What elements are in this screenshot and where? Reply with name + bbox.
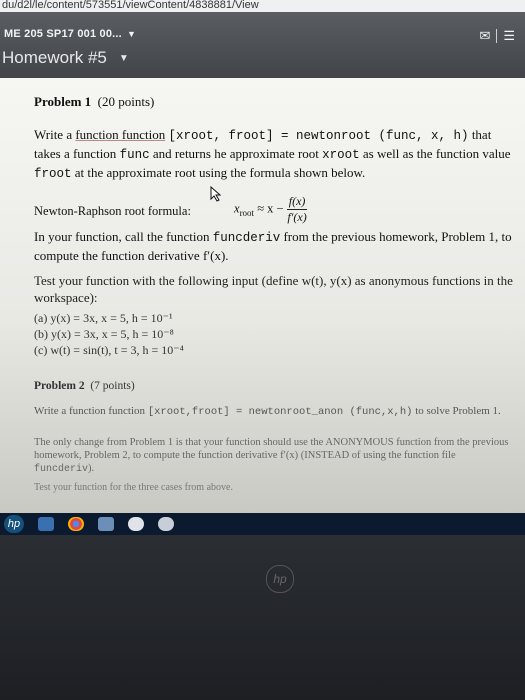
code-func: func	[119, 148, 150, 162]
browser-url[interactable]: du/d2l/le/content/573551/viewContent/4838881/View	[0, 0, 525, 12]
list-item: (b) y(x) = 3x, x = 5, h = 10⁻⁸	[34, 327, 174, 341]
test-cases	[34, 310, 514, 358]
chevron-down-icon: ▼	[118, 53, 129, 65]
chrome-icon[interactable]	[68, 517, 84, 531]
list-item: (c) w(t) = sin(t), t = 3, h = 10⁻⁴	[34, 343, 184, 357]
test-instruction: Test your function with the following input (define w(t), y(x) as anonymous functions in the workspace):	[34, 273, 513, 305]
notifications-icon[interactable]: ☰	[503, 28, 515, 43]
document-page	[0, 78, 525, 513]
problem2-points: (7 points)	[90, 380, 135, 392]
formula-expression	[234, 194, 307, 225]
formula-numerator: f(x)	[288, 194, 306, 208]
problem2-change-note	[34, 436, 514, 476]
function-signature: [xroot, froot] = newtonroot (func, x, h)	[168, 129, 469, 143]
hp-logo[interactable]: hp	[4, 515, 24, 533]
formula-lhs: x	[234, 201, 240, 216]
code-funcderiv: funcderiv	[34, 464, 89, 475]
formula-fraction	[287, 194, 308, 225]
change-text: ).	[88, 463, 95, 474]
media-icon[interactable]	[128, 517, 144, 531]
hp-logo: hp	[266, 565, 294, 593]
newton-raphson-formula	[34, 194, 514, 230]
code-xroot: xroot	[322, 148, 360, 162]
taskbar	[0, 513, 525, 535]
task-text: Write a	[34, 127, 73, 142]
task-text: Write a function function	[34, 405, 146, 417]
task-text: that takes a function	[34, 127, 492, 161]
formula-denominator: f′(x)	[287, 210, 307, 224]
problem2-heading	[34, 380, 514, 392]
problem2-task	[34, 404, 514, 419]
funcderiv-instruction	[34, 228, 514, 264]
problem2-test: Test your function for the three cases from above.	[34, 482, 233, 493]
task-text: and returns he approximate root	[152, 146, 319, 161]
document-app-icon[interactable]	[98, 517, 114, 531]
laptop-bezel	[0, 535, 525, 700]
instruction-text: from the previous homework, Problem 1, to compute the function derivative f′(x).	[34, 229, 512, 263]
problem2-title: Problem 2	[34, 380, 85, 392]
problem1-points: (20 points)	[97, 94, 155, 109]
problem1-heading	[34, 94, 514, 110]
change-text: The only change from Problem 1 is that your function should use the ANONYMOUS function from the previous homework, Problem 2, to compute the function derivative f′(x) (INSTEAD of using the function file	[34, 437, 509, 461]
formula-rel: ≈ x −	[257, 201, 284, 216]
assignment-selector[interactable]	[2, 48, 129, 68]
mail-icon[interactable]: ✉	[479, 28, 491, 43]
code-froot: froot	[34, 167, 72, 181]
code-funcderiv: funcderiv	[212, 231, 281, 245]
divider	[496, 29, 497, 43]
chevron-down-icon: ▼	[126, 29, 137, 39]
task-text: to solve Problem 1.	[415, 405, 501, 417]
page-title: Homework #5	[2, 48, 107, 67]
problem1-title: Problem 1	[34, 94, 92, 109]
shield-app-icon[interactable]	[158, 517, 174, 531]
instruction-text: In your function, call the function	[34, 229, 210, 244]
problem1-task	[34, 126, 514, 183]
header-actions	[479, 28, 515, 44]
course-name: ME 205 SP17 001 00...	[4, 28, 122, 40]
formula-sub: root	[239, 207, 255, 218]
file-explorer-icon[interactable]	[38, 517, 54, 531]
list-item: (a) y(x) = 3x, x = 5, h = 10⁻¹	[34, 311, 173, 325]
task-text: as well as the function value	[362, 146, 511, 161]
formula-label: Newton-Raphson root formula:	[34, 204, 191, 218]
function-signature: [xroot,froot] = newtonroot_anon (func,x,h)	[147, 406, 413, 418]
course-selector[interactable]	[4, 28, 136, 40]
function-link[interactable]: function function	[75, 127, 166, 142]
task-text: at the approximate root using the formula shown below.	[74, 165, 366, 180]
